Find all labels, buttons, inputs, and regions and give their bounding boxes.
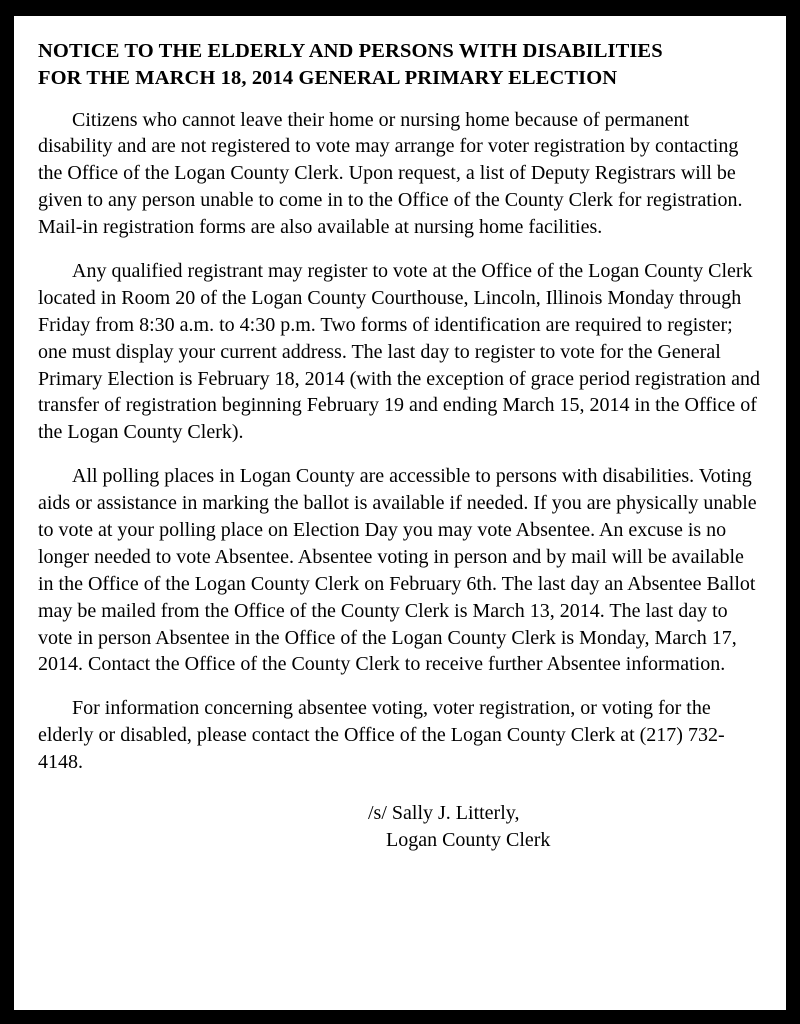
notice-body [14,16,786,1010]
signature-block [38,800,760,854]
notice-title-line-1: NOTICE TO THE ELDERLY AND PERSONS WITH DISABILITIES [38,40,663,62]
notice-paragraph-3: All polling places in Logan County are accessible to persons with disabilities. Voting aids or assistance in marking the ballot is available if needed. If you are physically unable to vote at your polling place on Election Day you may vote Absentee. An excuse is no longer needed to vote Absentee. Absentee voting in person and by mail will be available in the Office of the Logan County Clerk on February 6th. The last day an Absentee Ballot may be mailed from the Office of the County Clerk is March 13, 2014. The last day to vote in person Absentee in the Office of the Logan County Clerk is Monday, March 17, 2014. Contact the Office of the County Clerk to receive further Absentee information. [38,465,757,676]
notice-title [38,38,760,93]
notice-paragraph-4: For information concerning absentee voting, voter registration, or voting for the elderly or disabled, please contact the Office of the Logan County Clerk at (217) 732-4148. [38,697,725,774]
notice-paragraph-2: Any qualified registrant may register to vote at the Office of the Logan County Clerk located in Room 20 of the Logan County Courthouse, Lincoln, Illinois Monday through Friday from 8:30 a.m. to 4:30 p.m. Two forms of identification are required to register; one must display your current address. The last day to register to vote for the General Primary Election is February 18, 2014 (with the exception of grace period registration and transfer of registration beginning February 19 and ending March 15, 2014 in the Office of the Logan County Clerk). [38,259,761,444]
notice-title-line-2: FOR THE MARCH 18, 2014 GENERAL PRIMARY ELECTION [38,67,618,90]
signature-title: Logan County Clerk [386,828,551,851]
signature-name: /s/ Sally J. Litterly, [368,801,520,824]
notice-paragraph-1: Citizens who cannot leave their home or nursing home because of permanent disability and are not registered to vote may arrange for voter registration by contacting the Office of the Logan County Clerk. Upon request, a list of Deputy Registrars will be given to any person unable to come in to the Office of the County Clerk for registration. Mail-in registration forms are also available at nursing home facilities. [38,108,743,239]
